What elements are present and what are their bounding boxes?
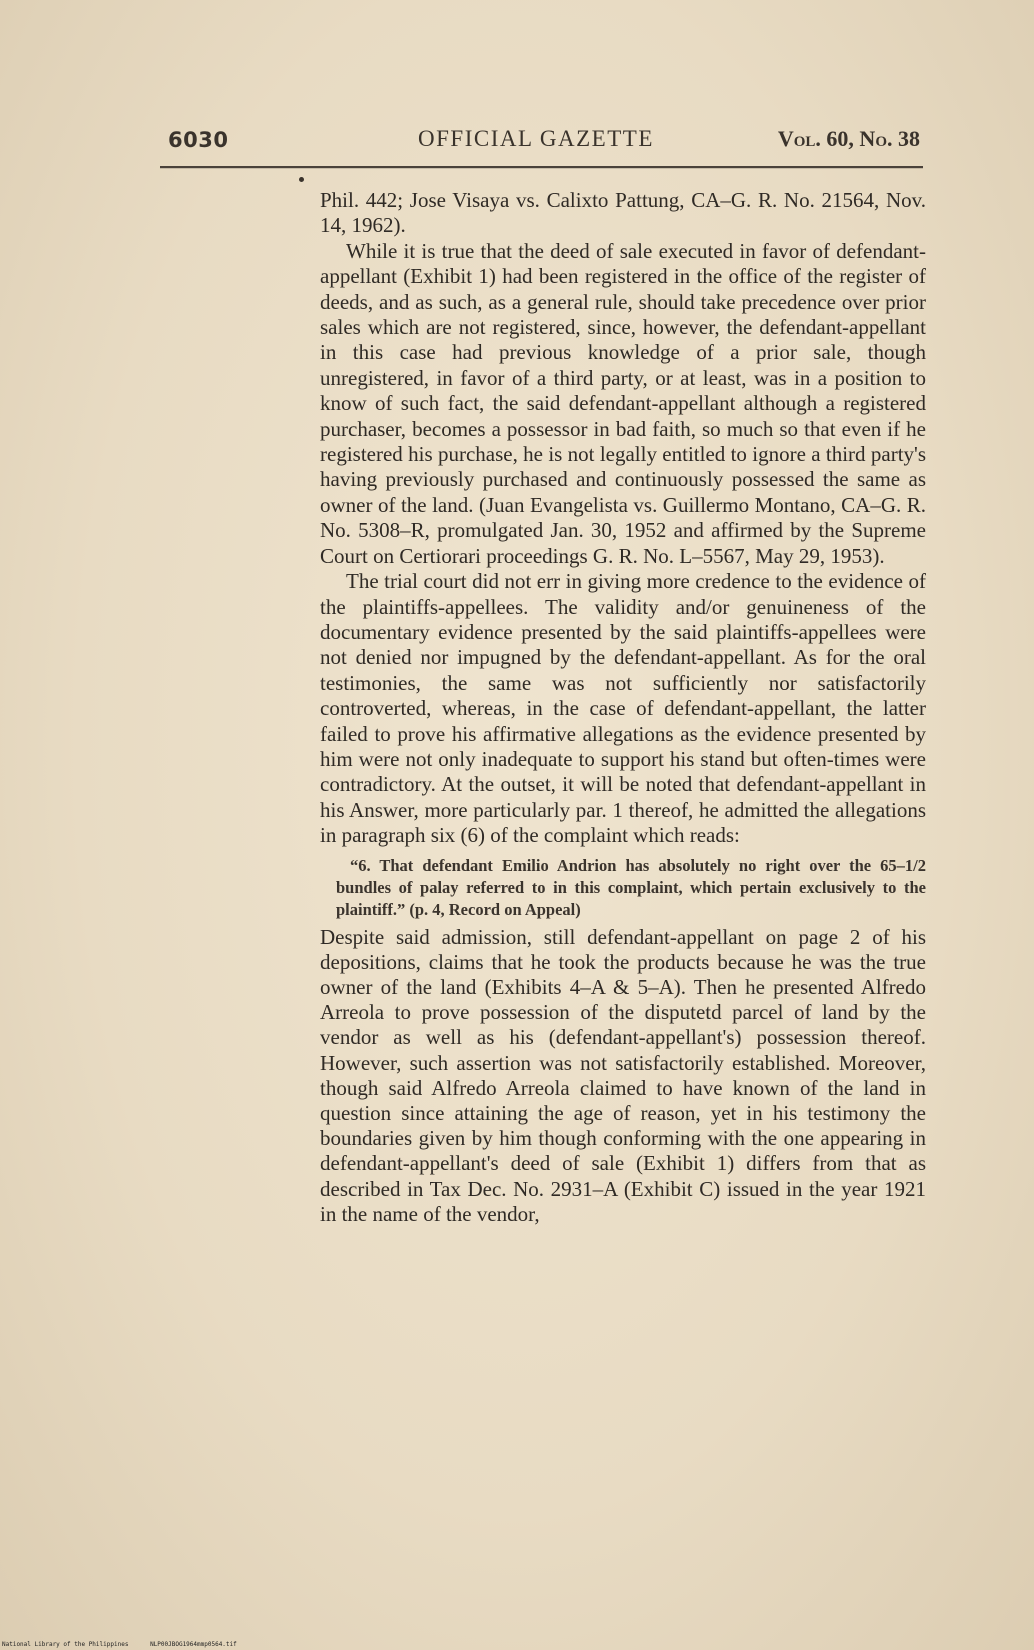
quoted-complaint: “6. That defendant Emilio Andrion has absolutely no right over the 65–1/2 bundles of palay referred to in this complaint, which pertain exclusively to the plaintiff.” (p. 4, Record on Appeal): [336, 855, 926, 919]
scan-credit: [2, 1641, 237, 1648]
paragraph-trial-court: The trial court did not err in giving more credence to the evidence of the plaintiffs-appellees. The validity and/or genuineness of the documentary evidence presented by the said plaintiffs-appellees were not denied nor impugned by the defendant-appellant. As for the oral testimonies, the same was not sufficiently nor satisfactorily controverted, whereas, in the case of defendant-appellant, the latter failed to prove his affirmative allegations as the evidence presented by him were not only inadequate to support his stand but often-times were contradictory. At the outset, it will be noted that defendant-appellant in his Answer, more particularly par. 1 thereof, he admitted the allegations in paragraph six (6) of the complaint which reads:: [320, 569, 926, 848]
volume-number: Vol. 60, No. 38: [777, 126, 920, 151]
library-credit: National Library of the Philippines: [2, 1641, 129, 1648]
article-body: [320, 188, 926, 1227]
publication-title: OFFICIAL GAZETTE: [418, 126, 654, 151]
paragraph-citation: Phil. 442; Jose Visaya vs. Calixto Pattung, CA–G. R. No. 21564, Nov. 14, 1962).: [320, 188, 926, 238]
ink-dot: [299, 177, 304, 182]
paragraph-admission: Despite said admission, still defendant-appellant on page 2 of his depositions, claims that he took the products because he was the true owner of the land (Exhibits 4–A & 5–A). Then he presented Alfredo Arreola to prove possession of the disputetd parcel of land by the vendor as well as his (defendant-appellant's) possession thereof. However, such assertion was not satisfactorily established. Moreover, though said Alfredo Arreola claimed to have known of the land in question since attaining the age of reason, yet in his testimony the boundaries given by him though conforming with the one appearing in defendant-appellant's deed of sale (Exhibit 1) differs from that as described in Tax Dec. No. 2931–A (Exhibit C) issued in the year 1921 in the name of the vendor,: [320, 924, 926, 1226]
paragraph-deed-of-sale: While it is true that the deed of sale executed in favor of defendant-appellant (Exhibit 1) had been registered in the office of the register of deeds, and as such, as a general rule, should take precedence over prior sales which are not registered, since, however, the defendant-appellant in this case had previous knowledge of a prior sale, though unregistered, in favor of a third party, or at least, was in a position to know of such fact, the said defendant-appellant although a registered purchaser, becomes a possessor in bad faith, so much so that even if he registered his purchase, he is not legally entitled to ignore a third party's having previously purchased and continuously possessed the same as owner of the land. (Juan Evangelista vs. Guillermo Montano, CA–G. R. No. 5308–R, promulgated Jan. 30, 1952 and affirmed by the Supreme Court on Certiorari proceedings G. R. No. L–5567, May 29, 1953).: [320, 238, 926, 568]
header-rule: [160, 166, 923, 168]
file-name: NLP00JBOG1964mmp0564.tif: [150, 1641, 237, 1648]
page-number: 6030: [168, 128, 229, 152]
page-header: [168, 128, 920, 164]
